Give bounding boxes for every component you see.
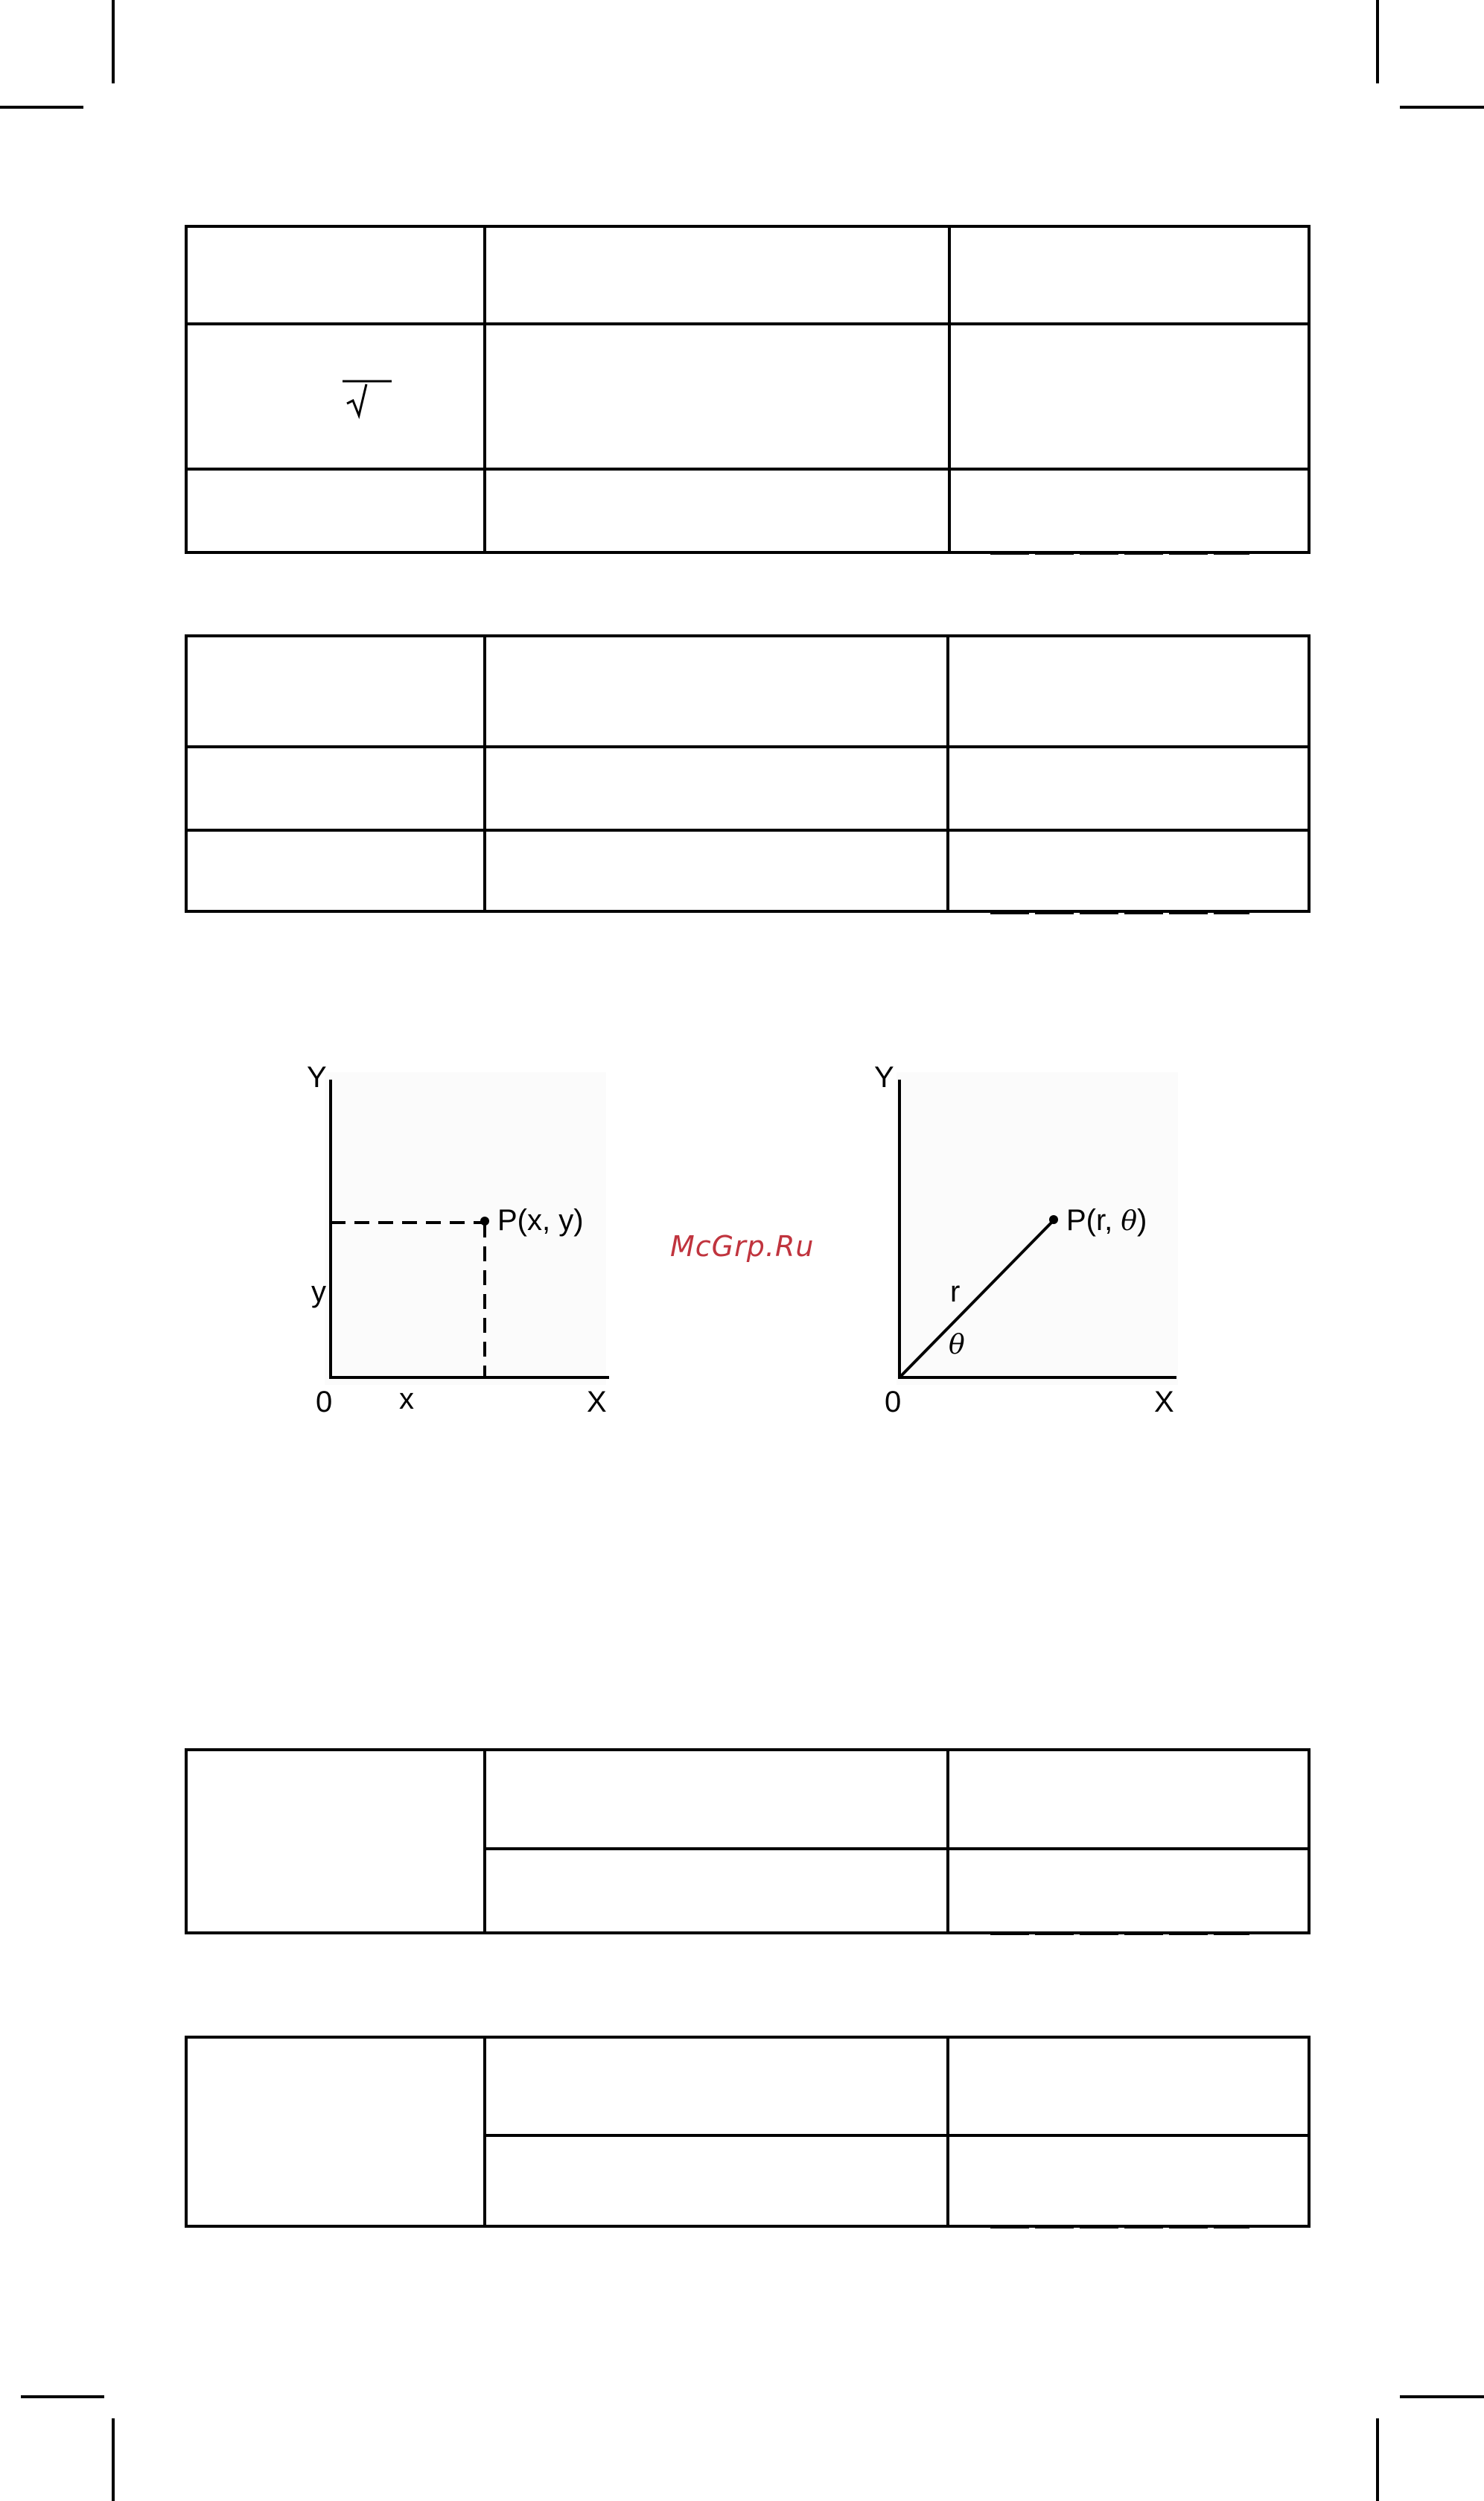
polar-coordinates-diagram [865, 1065, 1193, 1422]
table-3 [185, 1748, 1311, 1934]
radius-label: r [950, 1275, 961, 1308]
x-axis-label: X [1154, 1386, 1174, 1418]
table-2-column-divider [946, 637, 949, 910]
angle-label: θ [949, 1330, 965, 1360]
table-4-underline-marks [990, 2226, 1249, 2228]
crop-mark-top-left-horizontal [0, 106, 83, 109]
table-3-underline-marks [990, 1933, 1249, 1935]
table-3-column-divider [483, 1751, 486, 1931]
table-2-underline-marks [990, 912, 1249, 914]
table-2 [185, 634, 1311, 913]
rectangular-coordinates-diagram [298, 1065, 625, 1422]
table-2-row-divider [188, 745, 1308, 748]
crop-mark-bottom-right-vertical [1376, 2418, 1379, 2501]
table-3-column-divider [946, 1751, 949, 1931]
x-axis-label: X [587, 1386, 607, 1418]
table-1-row-divider [188, 322, 1308, 325]
table-1-row-divider [188, 468, 1308, 471]
crop-mark-bottom-right-horizontal [1400, 2395, 1484, 2398]
x-coordinate-label: x [399, 1383, 414, 1415]
table-2-row-divider [188, 829, 1308, 832]
crop-mark-bottom-left-vertical [112, 2418, 115, 2501]
origin-label: 0 [885, 1386, 902, 1418]
table-2-column-divider [483, 637, 486, 910]
y-axis-label: Y [874, 1065, 894, 1094]
point-label [1066, 1204, 1147, 1237]
table-4-column-divider [483, 2039, 486, 2225]
crop-mark-bottom-left-horizontal [21, 2395, 104, 2398]
table-4 [185, 2036, 1311, 2228]
table-1-column-divider [483, 228, 486, 551]
point-label-prefix: P(r, [1066, 1204, 1121, 1237]
table-1-underline-marks [990, 552, 1249, 555]
point-label: P(x, y) [497, 1204, 584, 1237]
watermark: McGrp.Ru [670, 1230, 815, 1263]
point-label-theta: θ [1121, 1206, 1138, 1237]
origin-label: 0 [316, 1386, 333, 1418]
table-3-row-divider [483, 1847, 1308, 1850]
table-4-column-divider [946, 2039, 949, 2225]
crop-mark-top-right-horizontal [1400, 106, 1484, 109]
crop-mark-top-right-vertical [1376, 0, 1379, 83]
table-1-column-divider [948, 228, 951, 551]
point-label-suffix: ) [1137, 1204, 1147, 1237]
y-coordinate-label: y [311, 1275, 326, 1308]
table-1 [185, 225, 1311, 554]
square-root-icon [341, 375, 393, 426]
crop-mark-top-left-vertical [112, 0, 115, 83]
table-4-row-divider [483, 2134, 1308, 2137]
y-axis-label: Y [307, 1065, 327, 1094]
